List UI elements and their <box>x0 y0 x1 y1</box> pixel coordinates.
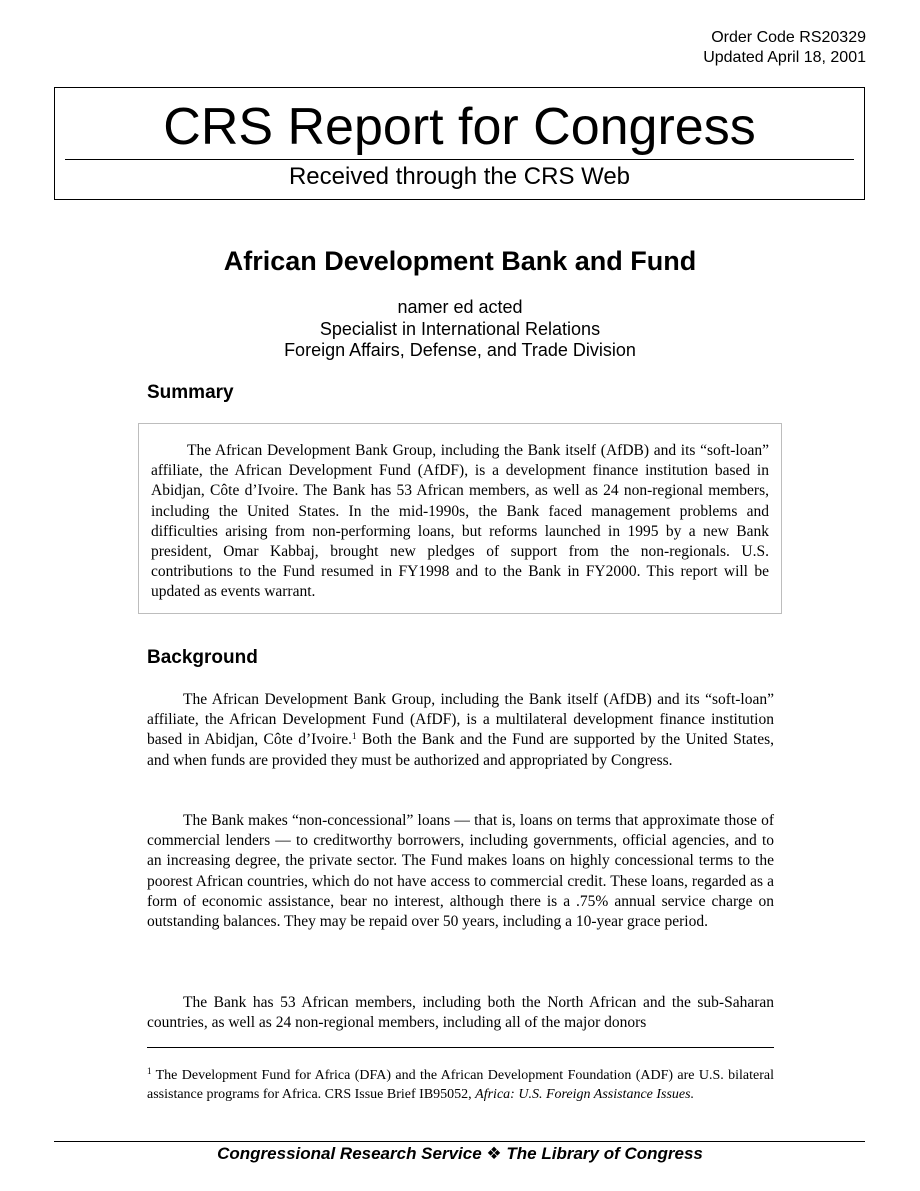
paragraph-text: The Bank has 53 African members, including both the North African and the sub-Saharan countries, as well as 24 non-regional members, including all of the major donors <box>147 994 774 1032</box>
page-footer <box>0 1143 920 1165</box>
banner-subtitle: Received through the CRS Web <box>288 163 631 190</box>
order-code: Order Code RS20329 <box>711 29 866 46</box>
document-title: African Development Bank and Fund <box>223 246 697 276</box>
banner-title: CRS Report for Congress <box>163 98 756 156</box>
banner-divider <box>65 159 854 160</box>
footer-library: The Library of Congress <box>506 1144 703 1163</box>
author-block <box>0 297 920 362</box>
diamond-separator-icon: ❖ <box>486 1144 502 1163</box>
updated-date: Updated April 18, 2001 <box>703 49 866 66</box>
author-name: namer ed acted <box>397 297 523 317</box>
footnote-reference[interactable]: 1 <box>352 731 357 742</box>
author-role: Specialist in International Relations <box>319 318 601 339</box>
paragraph-text: Both the Bank and the Fund are supported by the United States, and when funds are provided they must be authorized and appropriated by Congress. <box>147 731 774 769</box>
summary-heading: Summary <box>147 382 234 403</box>
footnote-citation-title: Africa: U.S. Foreign Assistance Issues. <box>475 1087 695 1102</box>
report-banner <box>54 87 865 200</box>
background-paragraph-3 <box>147 993 774 1033</box>
background-paragraph-1 <box>147 690 774 771</box>
footer-crs: Congressional Research Service <box>217 1144 482 1163</box>
footnote-divider <box>147 1047 774 1048</box>
paragraph-text: The Bank makes “non-concessional” loans — that is, loans on terms that approximate those of commercial lenders — to creditworthy borrowers, including governments, official agencies, and to an increasing degree, the private sector. The Fund makes loans on highly concessional terms to the poorest African countries, which do not have access to commercial credit. These loans, regarded as a form of economic assistance, bear no interest, although there is a .75% annual service charge on outstanding balances. They may be repaid over 50 years, including a 10-year grace period. <box>147 812 774 931</box>
footer-divider <box>54 1141 865 1142</box>
footnote-marker: 1 <box>147 1066 152 1076</box>
footnote-text: The Development Fund for Africa (DFA) and the African Development Foundation (ADF) are U.S. bilateral assistance programs for Africa. CRS Issue Brief IB95052, <box>147 1068 774 1102</box>
background-heading: Background <box>147 647 258 668</box>
author-division: Foreign Affairs, Defense, and Trade Division <box>284 340 636 360</box>
footnote <box>147 1066 774 1104</box>
order-code-block <box>703 28 866 68</box>
summary-text: The African Development Bank Group, including the Bank itself (AfDB) and its “soft-loan” affiliate, the African Development Fund (AfDF), is a development finance institution based in Abidjan, Côte d’Ivoire. The Bank has 53 African members, as well as 24 non-regional members, including the United States. In the mid-1990s, the Bank faced management problems and difficulties arising from non-performing loans, but reforms launched in 1995 by a new Bank president, Omar Kabbaj, brought new pledges of support from the non-regionals. U.S. contributions to the Fund resumed in FY1998 and to the Bank in FY2000. This report will be updated as events warrant. <box>151 442 769 601</box>
paragraph-text: The African Development Bank Group, including the Bank itself (AfDB) and its “soft-loan” affiliate, the African Development Fund (AfDF), is a multilateral development finance institution based in Abidjan, Côte d’Ivoire. <box>147 691 774 749</box>
background-paragraph-2 <box>147 811 774 932</box>
summary-box <box>138 423 782 614</box>
